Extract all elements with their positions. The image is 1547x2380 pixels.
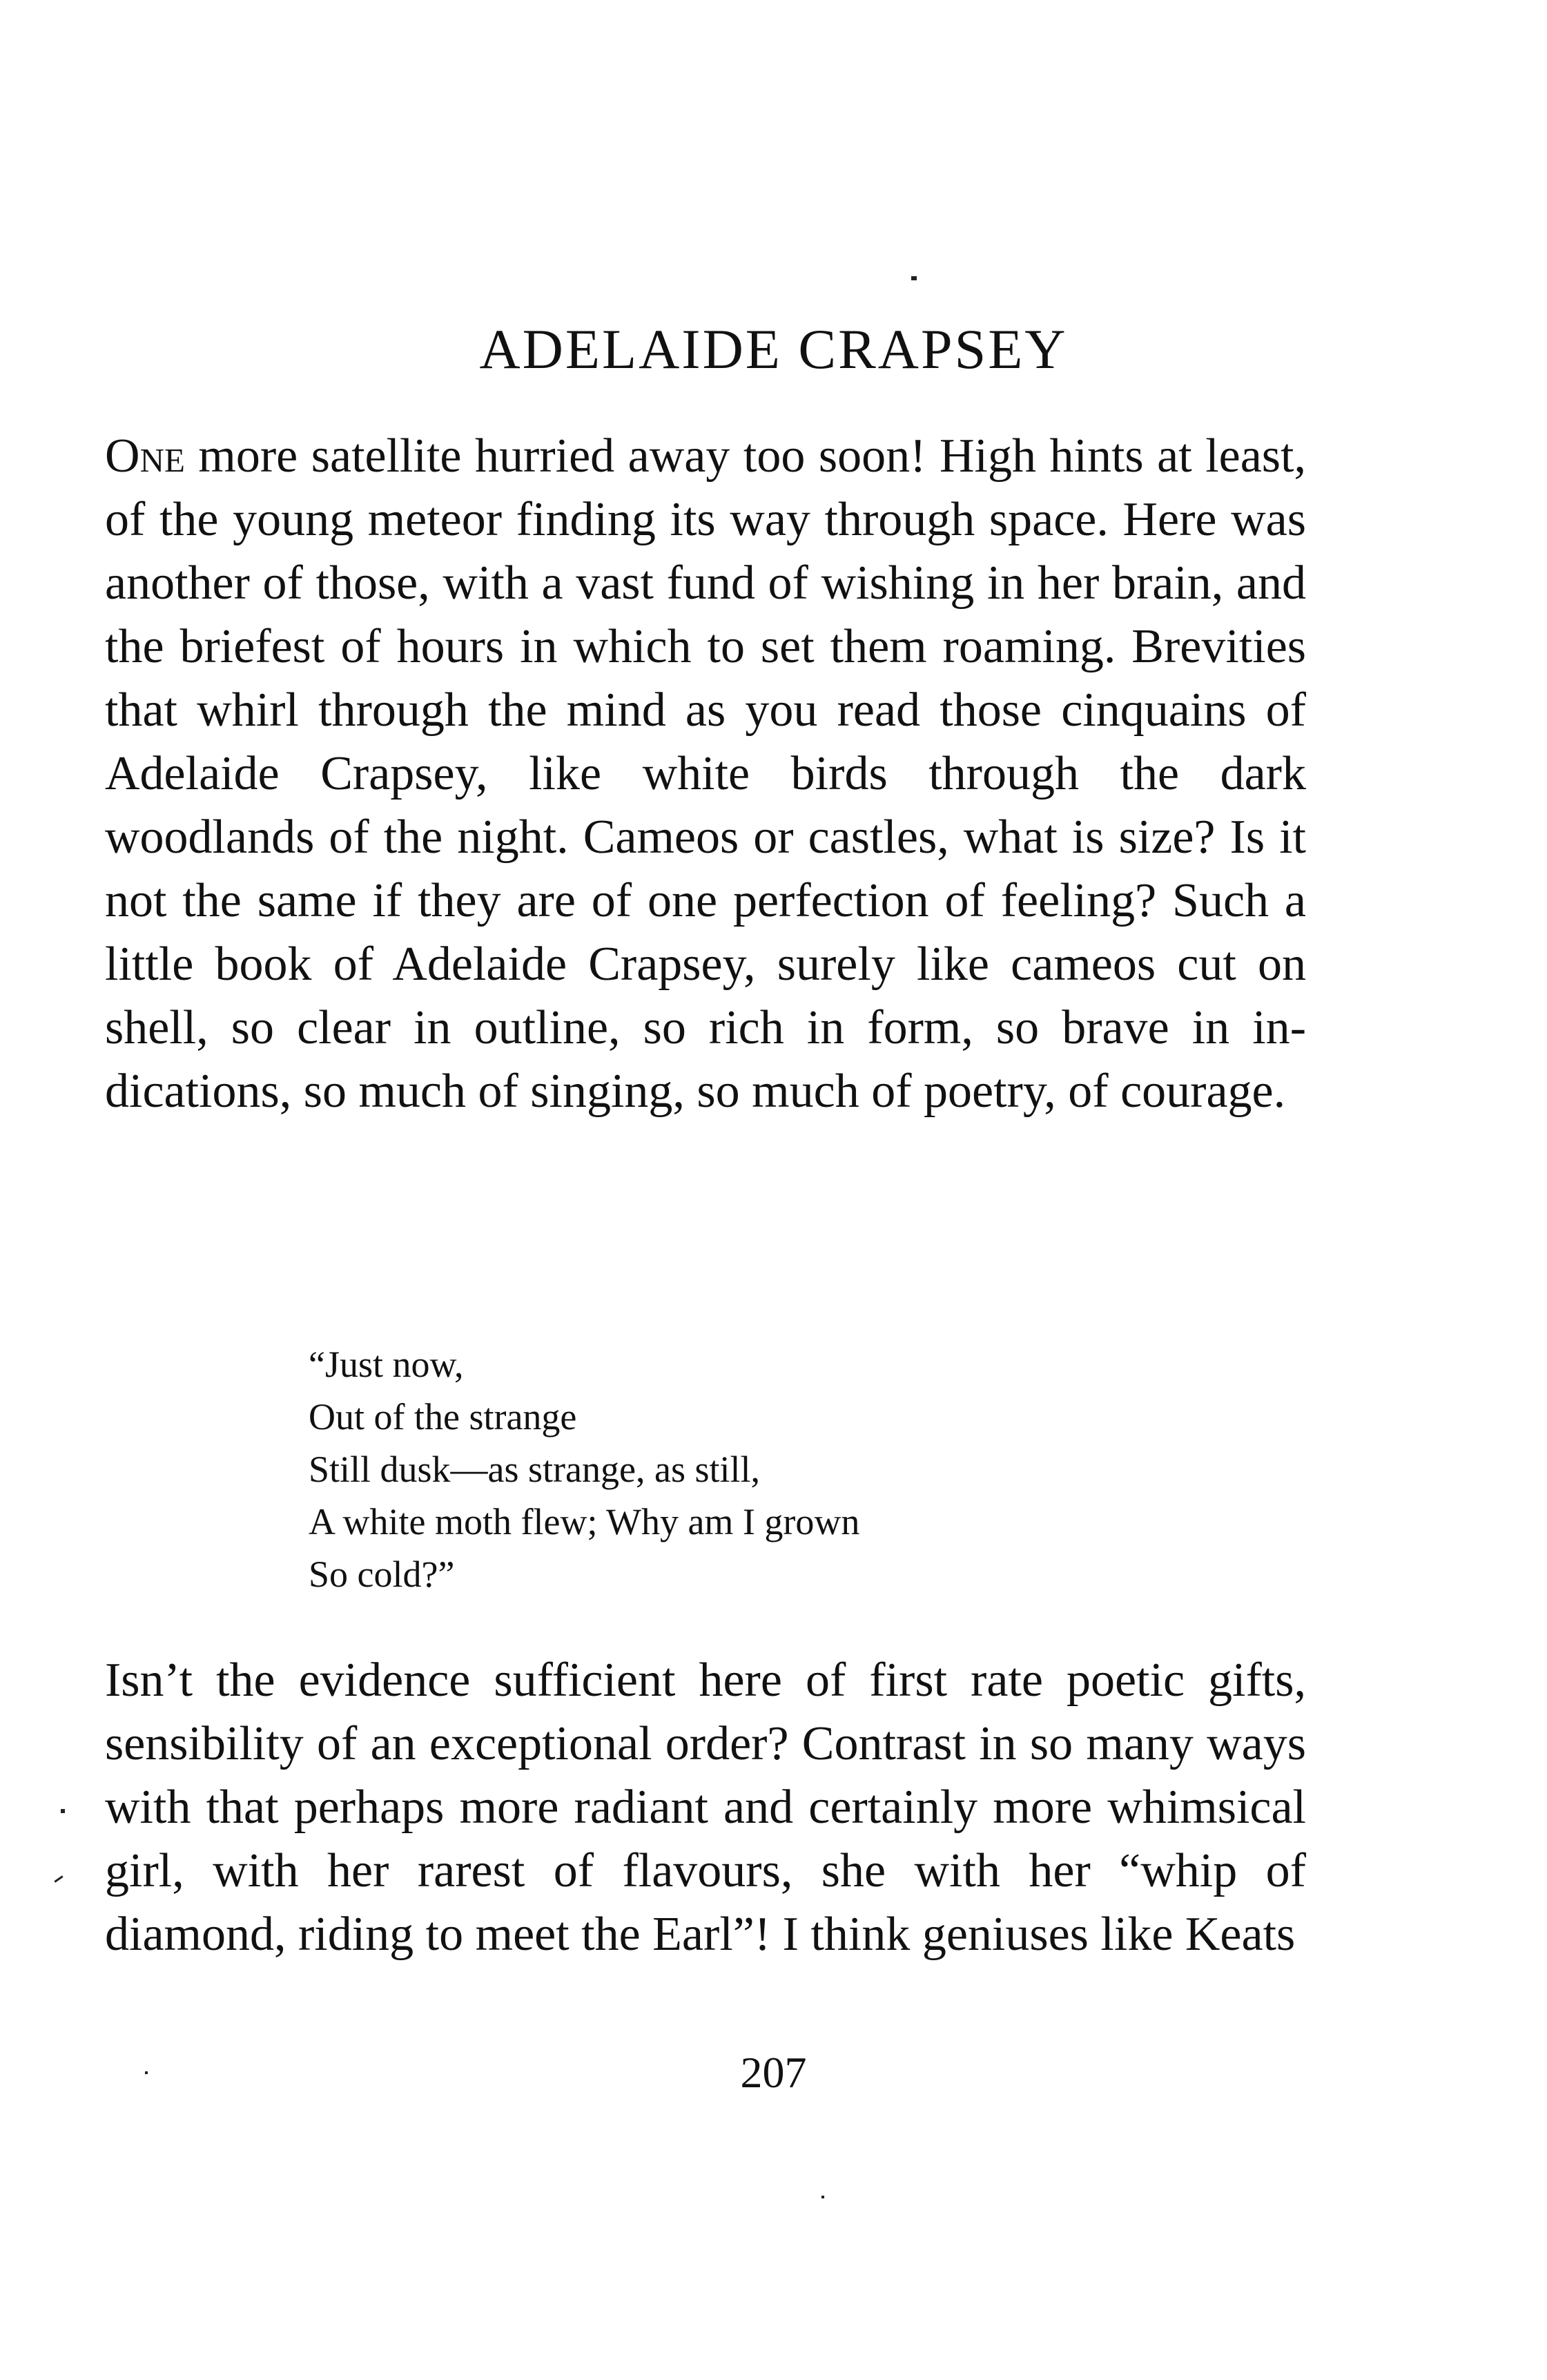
chapter-title: ADELAIDE CRAPSEY — [479, 318, 1068, 380]
paragraph-1-text: more satellite hurried away too soon! High hints at least, of the young meteor finding its way through space. Here was another of those, with a vast fund of wishing in her brain, and the briefest of hours in which to set them roaming. Brevities that whirl through the mind as you read those cinquains of Adelaide Crapsey, like white birds through the dark woodlands of the night. Cameos or castles, what is size? Is it not the same if they are of one perfection of feeling? Such a little book of Adelaide Crapsey, surely like cameos cut on shell, so clear in outline, so rich in form, so brave in indications, so much of singing, so much of poetry, of courage. — [105, 429, 1306, 1118]
ink-speck — [911, 276, 917, 280]
margin-mark — [54, 1875, 63, 1882]
margin-mark — [61, 1809, 65, 1813]
poem-line: Out of the strange — [309, 1396, 577, 1438]
body-paragraph-2: Isn’t the evidence sufficient here of first rate poetic gifts, sensibility of an exceptional order? Contrast in so many ways with that perhaps more radiant and certainly more whimsical girl, with her rarest of flavours, she with her “whip of diamond, riding to meet the Earl”! I think geniuses like Keats — [105, 1654, 1306, 1961]
page-number: 207 — [740, 2048, 807, 2097]
ink-speck — [821, 2196, 824, 2198]
poem-line: So cold?” — [309, 1554, 455, 1595]
paragraph-lead-initial: O — [105, 429, 140, 483]
body-paragraph-1 — [105, 425, 1306, 1123]
paragraph-lead-small-caps: ne — [139, 429, 185, 483]
poem-line: “Just now, — [309, 1344, 464, 1385]
quoted-poem — [309, 1338, 859, 1600]
poem-line: Still dusk—as strange, as still, — [309, 1449, 760, 1490]
ink-speck — [145, 2071, 148, 2074]
poem-line: A white moth flew; Why am I grown — [309, 1501, 860, 1542]
